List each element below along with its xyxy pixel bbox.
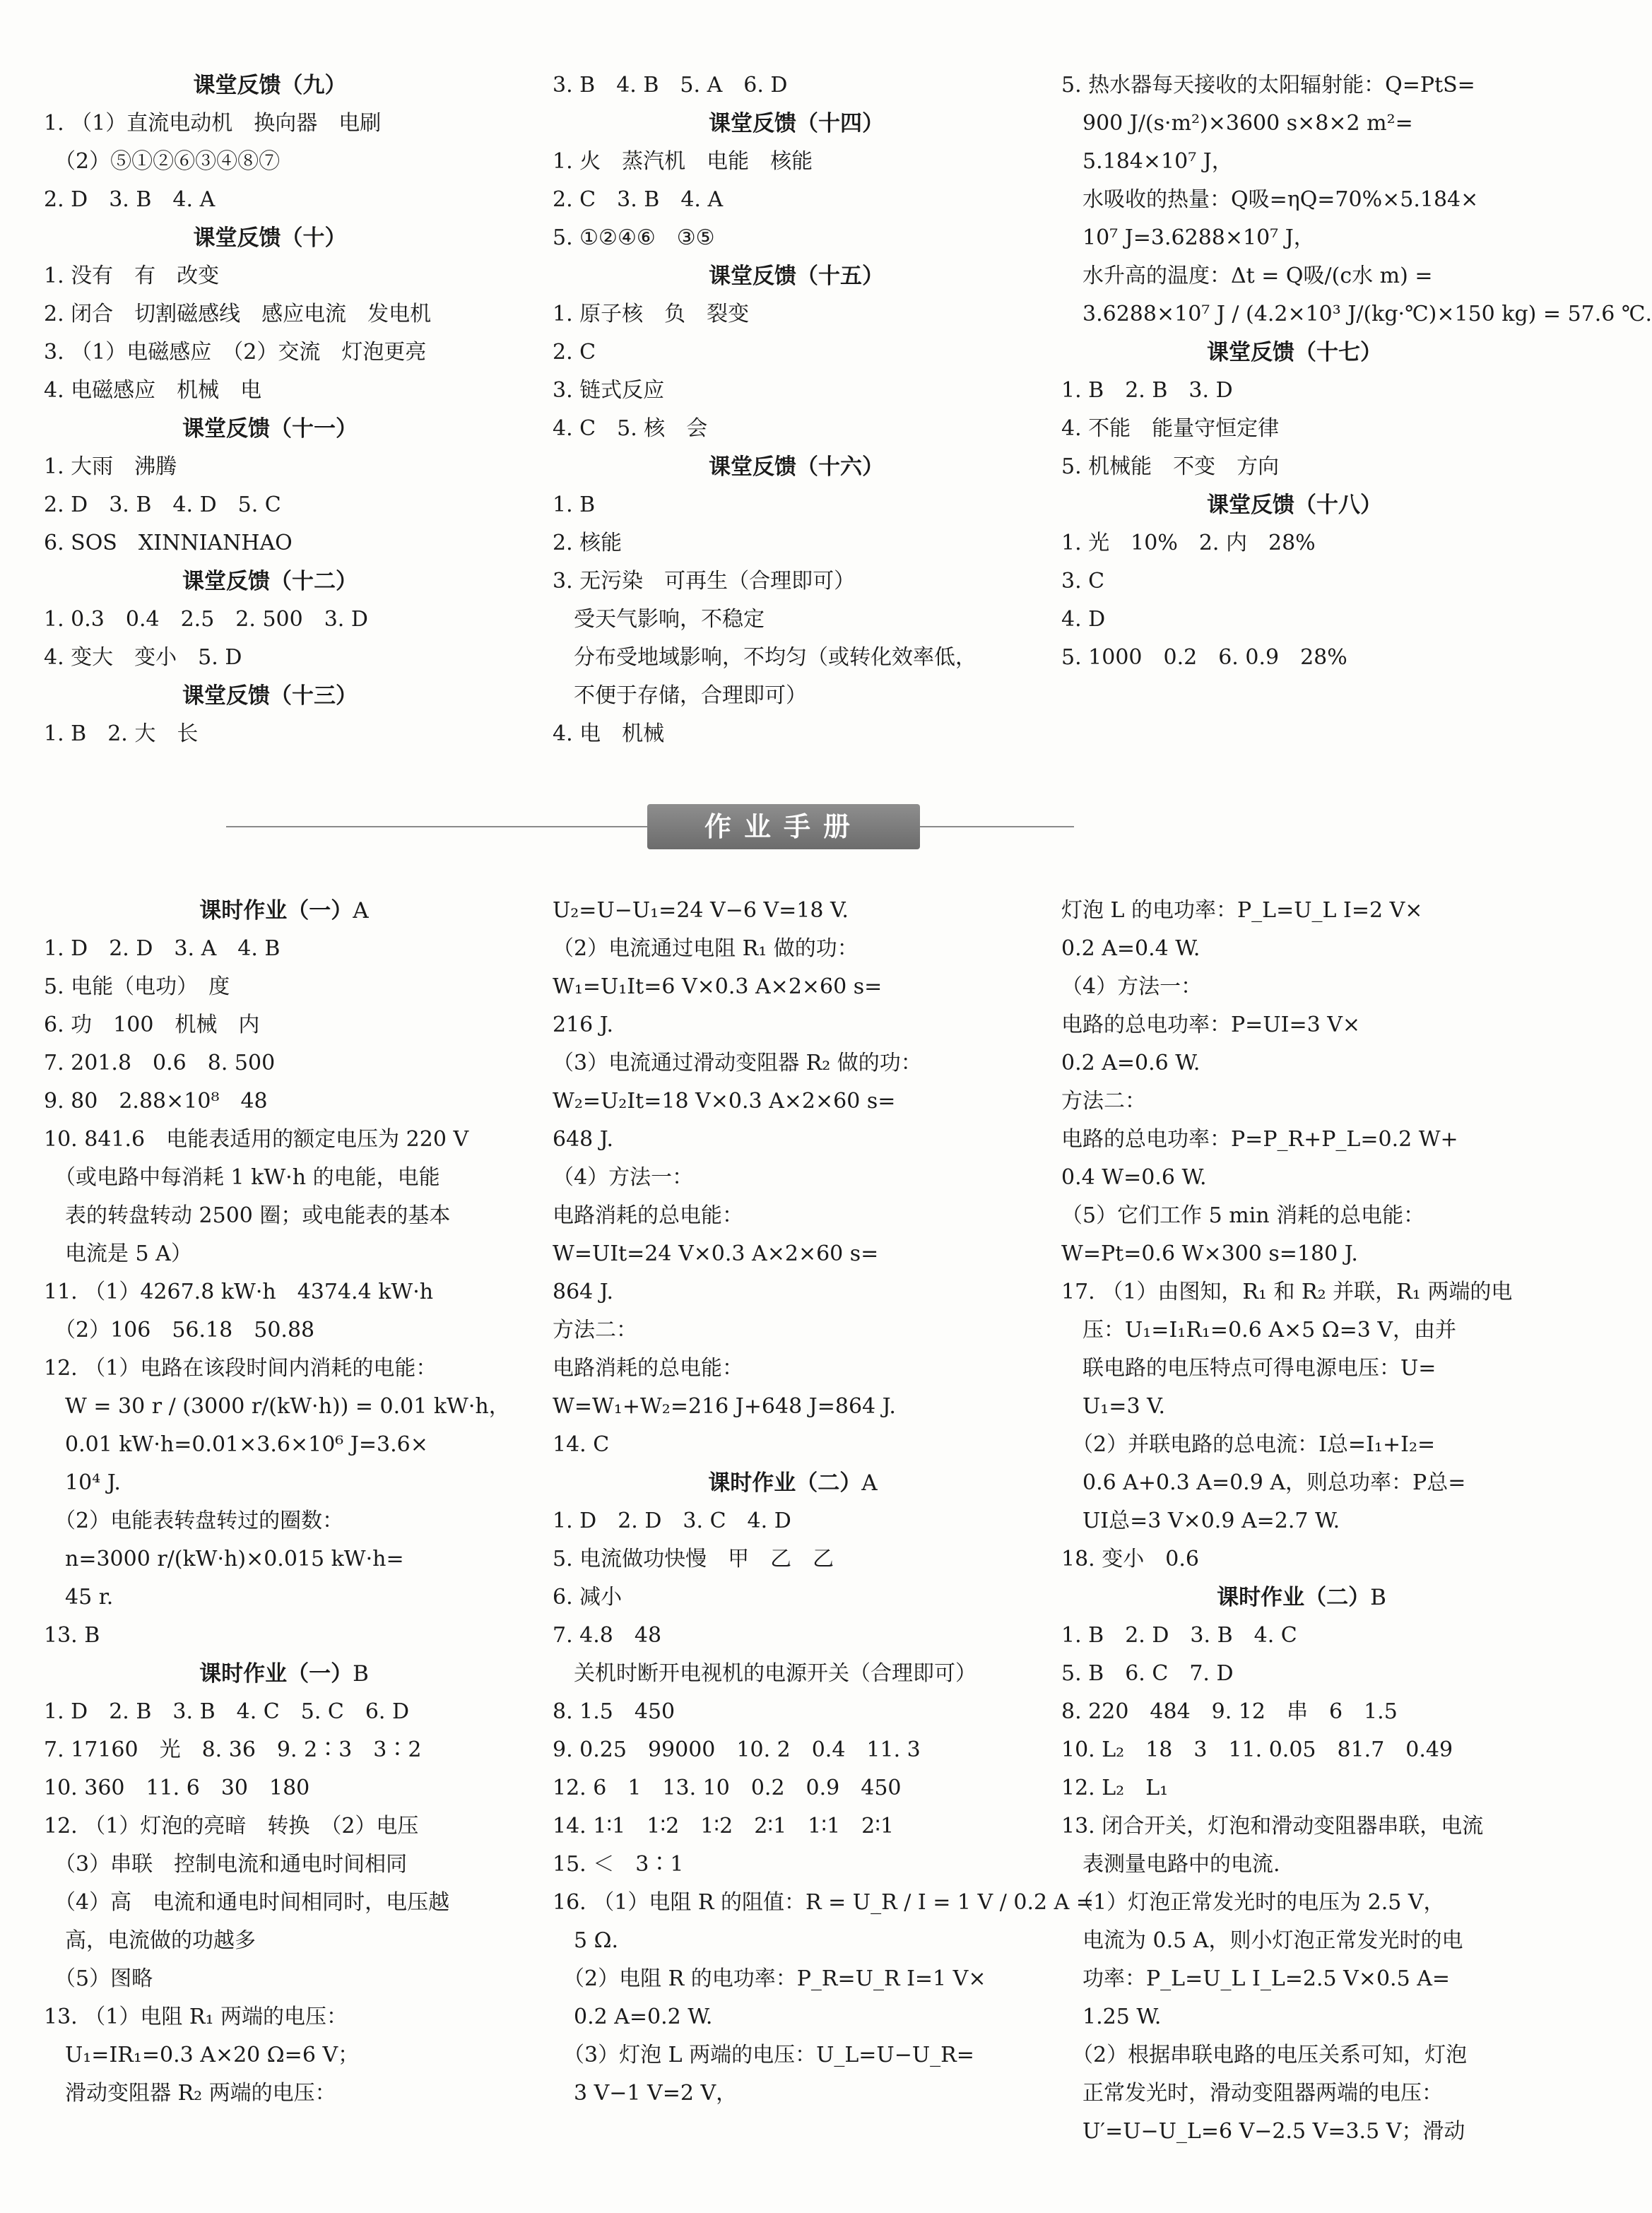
answer-line: 12. （1）电路在该段时间内消耗的电能： <box>44 1356 437 1381</box>
answer-line: （2）根据串联电路的电压关系可知，灯泡 <box>1061 2043 1468 2067</box>
heading-text: 课堂反馈（九） <box>193 73 347 98</box>
answer-line: （2）电阻 R 的电功率：P_R=U_R I=1 V× <box>553 1966 986 1991</box>
section-heading <box>553 105 1040 143</box>
answer-line: 1. B 2. D 3. B 4. C <box>1061 1623 1297 1648</box>
answer-line: （或电路中每消耗 1 kW·h 的电能，电能 <box>44 1165 440 1190</box>
answer-line: 9. 80 2.88×10⁸ 48 <box>44 1089 268 1114</box>
section-heading <box>1061 486 1528 524</box>
section-heading <box>553 448 1040 486</box>
answer-line: 0.01 kW·h=0.01×3.6×10⁶ J=3.6× <box>44 1432 428 1457</box>
heading-text: 课堂反馈（十一） <box>182 416 358 442</box>
answer-line: 2. D 3. B 4. A <box>44 187 216 212</box>
heading-text: 课堂反馈（十六） <box>709 454 884 480</box>
answer-line: （2）电能表转盘转过的圈数： <box>44 1509 344 1533</box>
answer-line: 14. 1∶1 1∶2 1∶2 2∶1 1∶1 2∶1 <box>553 1814 895 1839</box>
answer-line: 18. 变小 0.6 <box>1061 1547 1199 1571</box>
section-banner <box>0 798 1591 855</box>
answer-line: 1. 没有 有 改变 <box>44 264 220 288</box>
answer-line: 功率：P_L=U_L I_L=2.5 V×0.5 A= <box>1061 1966 1450 1991</box>
answer-line: 45 r. <box>44 1585 114 1610</box>
answer-line: 2. C 3. B 4. A <box>553 187 724 212</box>
answer-line: 5 Ω. <box>553 1928 619 1953</box>
answer-line: 10⁴ J. <box>44 1470 121 1495</box>
answer-line: 5.184×10⁷ J， <box>1061 149 1233 174</box>
section-heading <box>1061 334 1528 372</box>
heading-text: 课时作业（二） <box>708 1470 862 1496</box>
answer-line: （1）灯泡正常发光时的电压为 2.5 V， <box>1061 1890 1445 1915</box>
heading-text: 课时作业（一） <box>199 1661 353 1687</box>
answer-line: 5. 1000 0.2 6. 0.9 28% <box>1061 645 1347 670</box>
answer-line: 216 J. <box>553 1013 614 1037</box>
answer-line: 10⁷ J=3.6288×10⁷ J， <box>1061 225 1315 250</box>
answer-line: 表测量电路中的电流. <box>1061 1852 1280 1877</box>
answer-line: 2. D 3. B 4. D 5. C <box>44 492 281 517</box>
answer-line: 1. 原子核 负 裂变 <box>553 302 750 326</box>
answer-line: 648 J. <box>553 1127 614 1152</box>
answer-line: 10. L₂ 18 3 11. 0.05 81.7 0.49 <box>1061 1737 1453 1762</box>
answer-line: （3）电流通过滑动变阻器 R₂ 做的功： <box>553 1051 922 1075</box>
answer-line: 4. D <box>1061 607 1106 632</box>
answer-line: 7. 201.8 0.6 8. 500 <box>44 1051 276 1075</box>
answer-line: 864 J. <box>553 1280 614 1304</box>
section-heading <box>44 677 496 715</box>
heading-text: 课时作业（二） <box>1217 1585 1371 1610</box>
heading-suffix: A <box>353 898 369 923</box>
answer-line: 13. （1）电阻 R₁ 两端的电压： <box>44 2005 348 2029</box>
answer-line: 关机时断开电视机的电源开关（合理即可） <box>553 1661 977 1686</box>
answer-line: 1. B <box>553 492 596 517</box>
answer-line: 5. 电流做功快慢 甲 乙 乙 <box>553 1547 834 1571</box>
answer-line: 7. 4.8 48 <box>553 1623 662 1648</box>
answer-line: 8. 1.5 450 <box>553 1699 675 1724</box>
answer-line: 压：U₁=I₁R₁=0.6 A×5 Ω=3 V，由并 <box>1061 1318 1457 1342</box>
answer-line: 灯泡 L 的电功率：P_L=U_L I=2 V× <box>1061 898 1423 923</box>
top-column-2 <box>553 66 1040 753</box>
answer-line: （5）它们工作 5 min 消耗的总电能： <box>1061 1203 1425 1228</box>
top-column-1 <box>44 66 496 753</box>
answer-line: 1. B 2. 大 长 <box>44 721 199 746</box>
answer-line: 12. 6 1 13. 10 0.2 0.9 450 <box>553 1776 902 1800</box>
answer-line: 1. D 2. B 3. B 4. C 5. C 6. D <box>44 1699 410 1724</box>
answer-line: 13. 闭合开关，灯泡和滑动变阻器串联，电流 <box>1061 1814 1484 1839</box>
answer-line: 900 J/(s·m²)×3600 s×8×2 m²= <box>1061 111 1413 136</box>
answer-line: 2. 核能 <box>553 531 623 555</box>
answer-line: W = 30 r / (3000 r/(kW·h)) = 0.01 kW·h， <box>44 1394 510 1419</box>
answer-line: 3. （1）电磁感应 （2）交流 灯泡更亮 <box>44 340 427 365</box>
answer-line: 5. 电能（电功） 度 <box>44 974 230 999</box>
answer-line: U₂=U−U₁=24 V−6 V=18 V. <box>553 898 849 923</box>
answer-line: 1. 光 10% 2. 内 28% <box>1061 531 1316 555</box>
answer-line: 5. 热水器每天接收的太阳辐射能：Q=PtS= <box>1061 73 1475 98</box>
answer-line: 正常发光时，滑动变阻器两端的电压： <box>1061 2081 1443 2106</box>
answer-line: 水升高的温度：Δt = Q吸/(c水 m) = <box>1061 264 1433 288</box>
heading-text: 课时作业（一） <box>199 898 353 923</box>
answer-line: U′=U−U_L=6 V−2.5 V=3.5 V；滑动 <box>1061 2119 1465 2144</box>
answer-line: 14. C <box>553 1432 610 1457</box>
bottom-column-3 <box>1061 892 1542 2151</box>
answer-line: 联电路的电压特点可得电源电压：U= <box>1061 1356 1436 1381</box>
answer-line: 1. 大雨 沸腾 <box>44 454 177 479</box>
answer-line: 11. （1）4267.8 kW·h 4374.4 kW·h <box>44 1280 434 1304</box>
answer-line: 4. 电磁感应 机械 电 <box>44 378 262 403</box>
answer-line: 1. 火 蒸汽机 电能 核能 <box>553 149 813 174</box>
answer-line: 5. ①②④⑥ ③⑤ <box>553 225 715 250</box>
section-heading <box>44 410 496 448</box>
answer-line: 2. 闭合 切割磁感线 感应电流 发电机 <box>44 302 432 326</box>
answer-line: 15. ＜ 3∶1 <box>553 1852 684 1877</box>
answer-line: 6. 功 100 机械 内 <box>44 1013 260 1037</box>
answer-line: （3）灯泡 L 两端的电压：U_L=U−U_R= <box>553 2043 974 2067</box>
answer-line: 4. C 5. 核 会 <box>553 416 708 441</box>
answer-line: 1. D 2. D 3. A 4. B <box>44 936 281 961</box>
answer-line: 电路消耗的总电能： <box>553 1356 743 1381</box>
answer-line: 4. 变大 变小 5. D <box>44 645 242 670</box>
answer-line: 方法二： <box>553 1318 637 1342</box>
answer-line: 5. 机械能 不变 方向 <box>1061 454 1280 479</box>
answer-line: （4）高 电流和通电时间相同时，电压越 <box>44 1890 450 1915</box>
section-heading <box>44 892 524 930</box>
answer-line: UI总=3 V×0.9 A=2.7 W. <box>1061 1509 1340 1533</box>
heading-text: 课堂反馈（十二） <box>182 569 358 594</box>
answer-line: （2）并联电路的总电流：I总=I₁+I₂= <box>1061 1432 1436 1457</box>
answer-line: 12. L₂ L₁ <box>1061 1776 1169 1800</box>
answer-line: 受天气影响，不稳定 <box>553 607 765 632</box>
answer-line: 水吸收的热量：Q吸=ηQ=70%×5.184× <box>1061 187 1479 212</box>
bottom-column-1 <box>44 892 524 2113</box>
answer-line: 16. （1）电阻 R 的阻值：R = U_R / I = 1 V / 0.2 A = <box>553 1890 1094 1915</box>
bottom-column-2 <box>553 892 1094 2113</box>
heading-text: 课堂反馈（十三） <box>182 683 358 709</box>
answer-line: 6. SOS XINNIANHAO <box>44 531 293 555</box>
heading-suffix: A <box>861 1470 878 1496</box>
section-heading <box>44 219 496 257</box>
answer-line: 分布受地域影响，不均匀（或转化效率低， <box>553 645 977 670</box>
answer-line: W=UIt=24 V×0.3 A×2×60 s= <box>553 1241 879 1266</box>
answer-line: 电路的总电功率：P=P_R+P_L=0.2 W+ <box>1061 1127 1458 1152</box>
heading-text: 课堂反馈（十四） <box>709 111 884 136</box>
answer-line: （3）串联 控制电流和通电时间相同 <box>44 1852 408 1877</box>
answer-line: 方法二： <box>1061 1089 1146 1114</box>
answer-line: （5）图略 <box>44 1966 153 1991</box>
answer-line: 4. 不能 能量守恒定律 <box>1061 416 1280 441</box>
answer-line: 4. 电 机械 <box>553 721 665 746</box>
answer-line: 0.6 A+0.3 A=0.9 A，则总功率：P总= <box>1061 1470 1466 1495</box>
heading-text: 课堂反馈（十五） <box>709 264 884 289</box>
answer-line: 电路消耗的总电能： <box>553 1203 743 1228</box>
heading-text: 课堂反馈（十七） <box>1207 340 1382 365</box>
answer-line: （2）电流通过电阻 R₁ 做的功： <box>553 936 859 961</box>
answer-line: U₁=IR₁=0.3 A×20 Ω=6 V； <box>44 2043 360 2067</box>
answer-line: 12. （1）灯泡的亮暗 转换 （2）电压 <box>44 1814 419 1839</box>
section-heading <box>553 257 1040 295</box>
section-heading <box>1061 1578 1542 1617</box>
section-heading <box>44 66 496 105</box>
answer-line: （2）⑤①②⑥③④⑧⑦ <box>44 149 281 174</box>
answer-line: 5. B 6. C 7. D <box>1061 1661 1234 1686</box>
answer-line: （4）方法一： <box>1061 974 1203 999</box>
answer-line: 13. B <box>44 1623 100 1648</box>
answer-line: W₁=U₁It=6 V×0.3 A×2×60 s= <box>553 974 883 999</box>
answer-line: 1. 0.3 0.4 2.5 2. 500 3. D <box>44 607 368 632</box>
answer-line: 10. 360 11. 6 30 180 <box>44 1776 310 1800</box>
answer-line: 电流是 5 A） <box>44 1241 192 1266</box>
answer-line: 表的转盘转动 2500 圈；或电能表的基本 <box>44 1203 451 1228</box>
heading-text: 课堂反馈（十八） <box>1207 492 1382 518</box>
answer-line: 电流为 0.5 A，则小灯泡正常发光时的电 <box>1061 1928 1463 1953</box>
answer-line: 6. 减小 <box>553 1585 623 1610</box>
answer-line: 7. 17160 光 8. 36 9. 2∶3 3∶2 <box>44 1737 422 1762</box>
answer-line: 9. 0.25 99000 10. 2 0.4 11. 3 <box>553 1737 921 1762</box>
answer-line: 1. （1）直流电动机 换向器 电刷 <box>44 111 382 136</box>
answer-line: 3. C <box>1061 569 1105 594</box>
answer-line: W₂=U₂It=18 V×0.3 A×2×60 s= <box>553 1089 896 1114</box>
answer-line: 8. 220 484 9. 12 串 6 1.5 <box>1061 1699 1398 1724</box>
answer-line: n=3000 r/(kW·h)×0.015 kW·h= <box>44 1547 404 1571</box>
top-column-3 <box>1061 66 1652 677</box>
answer-line: 10. 841.6 电能表适用的额定电压为 220 V <box>44 1127 469 1152</box>
answer-line: 高，电流做的功越多 <box>44 1928 256 1953</box>
section-heading <box>44 562 496 601</box>
answer-line: 3.6288×10⁷ J / (4.2×10³ J/(kg·℃)×150 kg) = 57.6 ℃. <box>1061 302 1652 326</box>
answer-line: 不便于存储，合理即可） <box>553 683 807 708</box>
heading-suffix: B <box>1370 1585 1386 1610</box>
answer-line: 电路的总电功率：P=UI=3 V× <box>1061 1013 1361 1037</box>
answer-line: 0.2 A=0.4 W. <box>1061 936 1200 961</box>
banner-rule-right <box>920 826 1074 827</box>
answer-line: （4）方法一： <box>553 1165 694 1190</box>
answer-line: 0.2 A=0.6 W. <box>1061 1051 1200 1075</box>
answer-line: 3. B 4. B 5. A 6. D <box>553 73 788 98</box>
answer-line: 3. 链式反应 <box>553 378 665 403</box>
heading-suffix: B <box>353 1661 369 1687</box>
answer-line: 0.2 A=0.2 W. <box>553 2005 713 2029</box>
answer-line: 1. D 2. D 3. C 4. D <box>553 1509 791 1533</box>
answer-line: 滑动变阻器 R₂ 两端的电压： <box>44 2081 336 2106</box>
section-title: 作业手册 <box>647 804 920 849</box>
answer-line: 2. C <box>553 340 596 365</box>
answer-line: 3 V−1 V=2 V， <box>553 2081 738 2106</box>
heading-text: 课堂反馈（十） <box>193 225 347 251</box>
answer-line: 3. 无污染 可再生（合理即可） <box>553 569 856 594</box>
answer-line: 1. B 2. B 3. D <box>1061 378 1233 403</box>
answer-line: U₁=3 V. <box>1061 1394 1166 1419</box>
answer-line: 1.25 W. <box>1061 2005 1162 2029</box>
answer-line: W=Pt=0.6 W×300 s=180 J. <box>1061 1241 1358 1266</box>
answer-line: W=W₁+W₂=216 J+648 J=864 J. <box>553 1394 896 1419</box>
answer-line: 17. （1）由图知，R₁ 和 R₂ 并联，R₁ 两端的电 <box>1061 1280 1513 1304</box>
section-heading <box>553 1464 1033 1502</box>
answer-line: 0.4 W=0.6 W. <box>1061 1165 1207 1190</box>
answer-line: （2）106 56.18 50.88 <box>44 1318 315 1342</box>
section-heading <box>44 1655 524 1693</box>
banner-rule-left <box>226 826 647 827</box>
